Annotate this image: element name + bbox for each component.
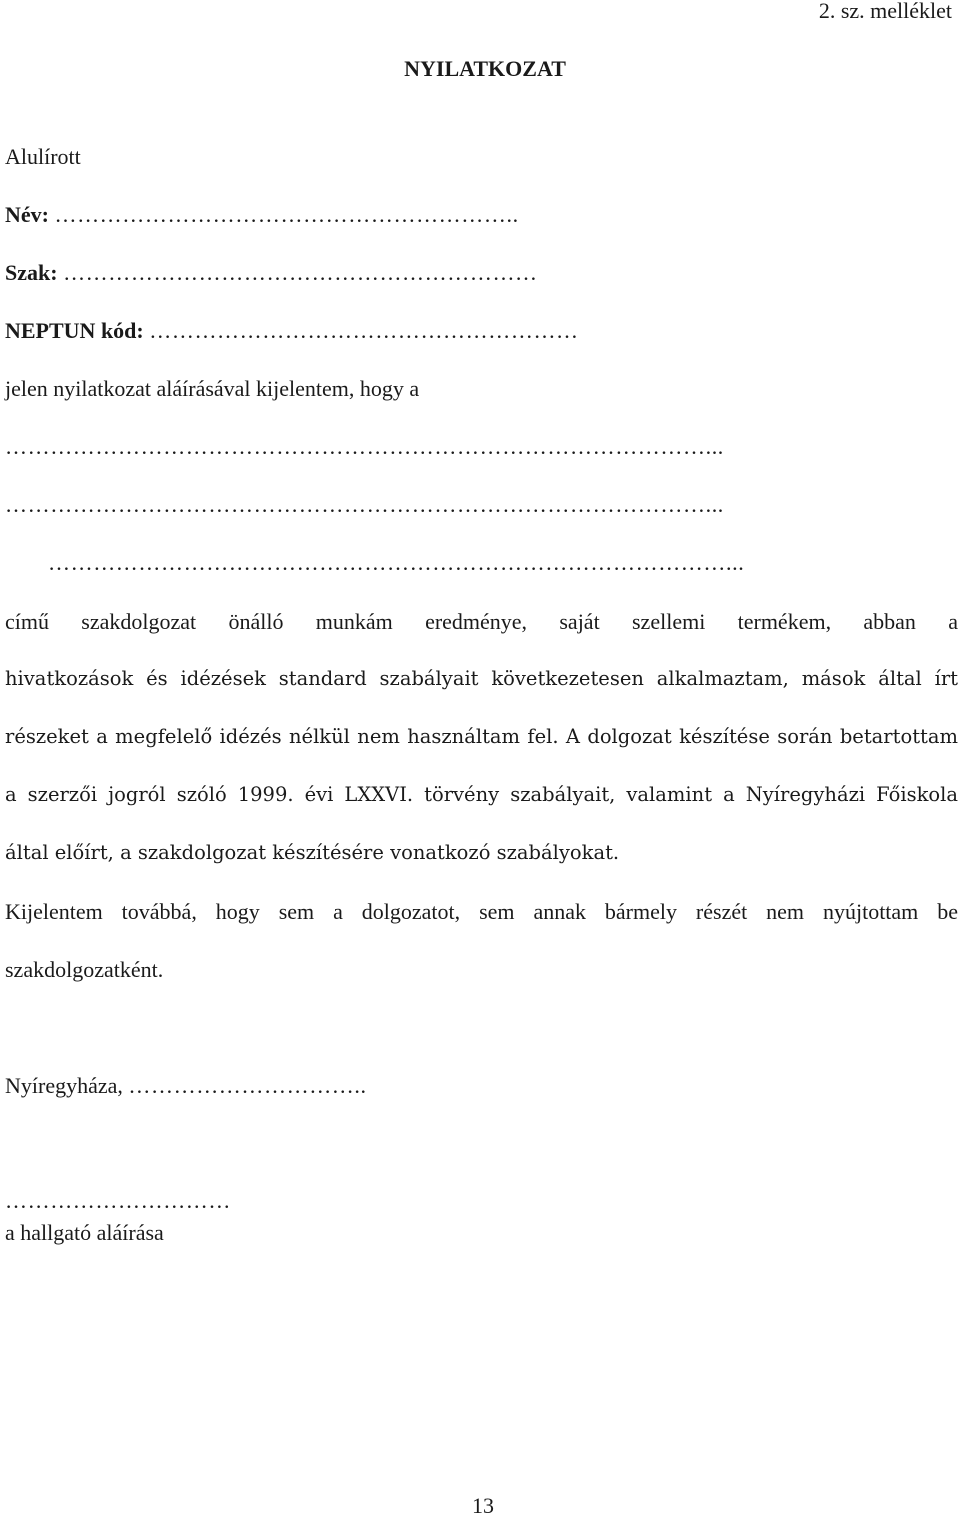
second-paragraph-line: Kijelentem továbbá, hogy sem a dolgozatot, sem annak bármely részét nem nyújtottam be xyxy=(5,899,958,924)
thesis-title-blank: …………………………………………………………………………………... xyxy=(5,434,724,459)
declaration-intro: jelen nyilatkozat aláírásával kijelentem, hogy a xyxy=(5,376,420,401)
paragraph-line: a szerzői jogról szóló 1999. évi LXXVI. törvény szabályait, valamint a Nyíregyházi Főiskola xyxy=(5,783,958,806)
page-number: 13 xyxy=(472,1493,494,1518)
second-paragraph-line: szakdolgozatként. xyxy=(5,957,164,982)
name-label: Név: xyxy=(5,202,49,227)
date-blank: ………………………….. xyxy=(128,1073,367,1098)
paragraph-line: hivatkozások és idézések standard szabályait következetesen alkalmaztam, mások által írt xyxy=(5,667,958,690)
signature-blank: ………………………… xyxy=(5,1188,231,1213)
neptun-blank: ………………………………………………… xyxy=(149,318,579,343)
annex-label: 2. sz. melléklet xyxy=(818,0,952,23)
neptun-label: NEPTUN kód: xyxy=(5,318,144,343)
paragraph-line: által előírt, a szakdolgozat készítésére vonatkozó szabályokat. xyxy=(5,841,620,864)
name-blank: …………………………………………………….. xyxy=(54,202,519,227)
paragraph-line: részeket a megfelelő idézés nélkül nem használtam fel. A dolgozat készítése során betartottam xyxy=(5,725,958,748)
place-label: Nyíregyháza, xyxy=(5,1073,123,1098)
thesis-title-blank: ………………………………………………………………………………... xyxy=(48,550,745,575)
neptun-field xyxy=(5,320,579,342)
document-title: NYILATKOZAT xyxy=(404,56,566,81)
major-label: Szak: xyxy=(5,260,58,285)
thesis-title-blank: …………………………………………………………………………………... xyxy=(5,492,724,517)
signature-label: a hallgató aláírása xyxy=(5,1220,164,1245)
intro-text: Alulírott xyxy=(5,144,81,169)
paragraph-line: című szakdolgozat önálló munkám eredménye, saját szellemi termékem, abban a xyxy=(5,609,958,634)
major-field xyxy=(5,262,538,284)
major-blank: ……………………………………………………… xyxy=(63,260,538,285)
place-date xyxy=(5,1075,367,1097)
name-field xyxy=(5,204,519,226)
